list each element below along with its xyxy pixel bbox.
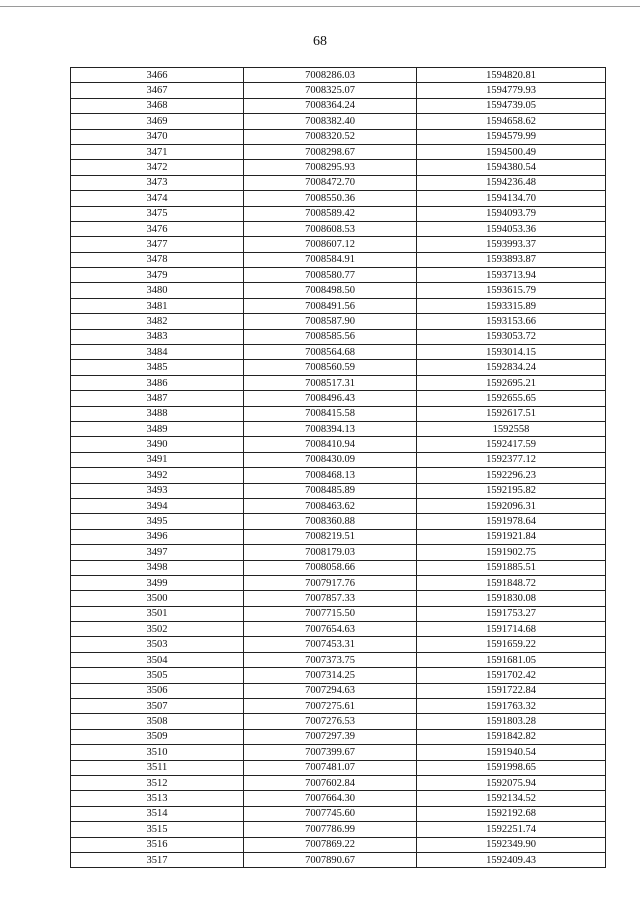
coordinates-table	[70, 67, 606, 868]
table-row	[71, 68, 606, 83]
point-number-cell: 3476	[71, 221, 244, 236]
y-coordinate-cell: 1592251.74	[417, 822, 606, 837]
y-coordinate-cell: 1591902.75	[417, 545, 606, 560]
point-number-cell: 3477	[71, 237, 244, 252]
top-rule	[0, 6, 640, 7]
point-number-cell: 3466	[71, 68, 244, 83]
table-row	[71, 806, 606, 821]
table-row	[71, 514, 606, 529]
x-coordinate-cell: 7008430.09	[244, 452, 417, 467]
x-coordinate-cell: 7007453.31	[244, 637, 417, 652]
y-coordinate-cell: 1591885.51	[417, 560, 606, 575]
point-number-cell: 3517	[71, 852, 244, 867]
table-row	[71, 637, 606, 652]
y-coordinate-cell: 1593153.66	[417, 314, 606, 329]
point-number-cell: 3469	[71, 114, 244, 129]
y-coordinate-cell: 1593993.37	[417, 237, 606, 252]
table-row	[71, 360, 606, 375]
point-number-cell: 3496	[71, 529, 244, 544]
table-row	[71, 498, 606, 513]
x-coordinate-cell: 7007786.99	[244, 822, 417, 837]
x-coordinate-cell: 7007314.25	[244, 668, 417, 683]
y-coordinate-cell: 1592349.90	[417, 837, 606, 852]
table-row	[71, 652, 606, 667]
point-number-cell: 3504	[71, 652, 244, 667]
y-coordinate-cell: 1592195.82	[417, 483, 606, 498]
table-row	[71, 421, 606, 436]
y-coordinate-cell: 1591659.22	[417, 637, 606, 652]
x-coordinate-cell: 7008360.88	[244, 514, 417, 529]
point-number-cell: 3494	[71, 498, 244, 513]
y-coordinate-cell: 1593893.87	[417, 252, 606, 267]
x-coordinate-cell: 7008410.94	[244, 437, 417, 452]
point-number-cell: 3490	[71, 437, 244, 452]
table-row	[71, 345, 606, 360]
table-row	[71, 298, 606, 313]
y-coordinate-cell: 1592096.31	[417, 498, 606, 513]
point-number-cell: 3470	[71, 129, 244, 144]
x-coordinate-cell: 7007869.22	[244, 837, 417, 852]
table-row	[71, 837, 606, 852]
table-row	[71, 114, 606, 129]
y-coordinate-cell: 1591921.84	[417, 529, 606, 544]
point-number-cell: 3478	[71, 252, 244, 267]
x-coordinate-cell: 7008496.43	[244, 391, 417, 406]
x-coordinate-cell: 7007294.63	[244, 683, 417, 698]
y-coordinate-cell: 1594053.36	[417, 221, 606, 236]
x-coordinate-cell: 7008179.03	[244, 545, 417, 560]
y-coordinate-cell: 1591978.64	[417, 514, 606, 529]
y-coordinate-cell: 1592695.21	[417, 375, 606, 390]
table-row	[71, 699, 606, 714]
coordinates-table-body	[71, 68, 606, 868]
y-coordinate-cell: 1594093.79	[417, 206, 606, 221]
point-number-cell: 3497	[71, 545, 244, 560]
x-coordinate-cell: 7007664.30	[244, 791, 417, 806]
point-number-cell: 3475	[71, 206, 244, 221]
table-row	[71, 560, 606, 575]
table-row	[71, 822, 606, 837]
table-row	[71, 452, 606, 467]
x-coordinate-cell: 7007857.33	[244, 591, 417, 606]
table-row	[71, 683, 606, 698]
x-coordinate-cell: 7007917.76	[244, 575, 417, 590]
point-number-cell: 3482	[71, 314, 244, 329]
table-row	[71, 391, 606, 406]
point-number-cell: 3500	[71, 591, 244, 606]
table-row	[71, 529, 606, 544]
y-coordinate-cell: 1593615.79	[417, 283, 606, 298]
point-number-cell: 3493	[71, 483, 244, 498]
x-coordinate-cell: 7008286.03	[244, 68, 417, 83]
page-number: 68	[313, 34, 327, 49]
y-coordinate-cell: 1591753.27	[417, 606, 606, 621]
table-row	[71, 545, 606, 560]
table-row	[71, 729, 606, 744]
point-number-cell: 3513	[71, 791, 244, 806]
point-number-cell: 3479	[71, 268, 244, 283]
point-number-cell: 3489	[71, 421, 244, 436]
table-row	[71, 791, 606, 806]
x-coordinate-cell: 7008580.77	[244, 268, 417, 283]
table-row	[71, 252, 606, 267]
y-coordinate-cell: 1593713.94	[417, 268, 606, 283]
x-coordinate-cell: 7008325.07	[244, 83, 417, 98]
y-coordinate-cell: 1593014.15	[417, 345, 606, 360]
point-number-cell: 3492	[71, 468, 244, 483]
table-row	[71, 221, 606, 236]
table-row	[71, 144, 606, 159]
x-coordinate-cell: 7008517.31	[244, 375, 417, 390]
point-number-cell: 3506	[71, 683, 244, 698]
y-coordinate-cell: 1594739.05	[417, 98, 606, 113]
table-row	[71, 268, 606, 283]
point-number-cell: 3480	[71, 283, 244, 298]
x-coordinate-cell: 7008364.24	[244, 98, 417, 113]
x-coordinate-cell: 7008589.42	[244, 206, 417, 221]
y-coordinate-cell: 1591830.08	[417, 591, 606, 606]
y-coordinate-cell: 1594579.99	[417, 129, 606, 144]
y-coordinate-cell: 1592192.68	[417, 806, 606, 821]
x-coordinate-cell: 7007715.50	[244, 606, 417, 621]
table-row	[71, 591, 606, 606]
point-number-cell: 3481	[71, 298, 244, 313]
y-coordinate-cell: 1594380.54	[417, 160, 606, 175]
y-coordinate-cell: 1594820.81	[417, 68, 606, 83]
table-row	[71, 375, 606, 390]
x-coordinate-cell: 7007276.53	[244, 714, 417, 729]
y-coordinate-cell: 1591681.05	[417, 652, 606, 667]
x-coordinate-cell: 7008468.13	[244, 468, 417, 483]
point-number-cell: 3505	[71, 668, 244, 683]
table-row	[71, 83, 606, 98]
point-number-cell: 3485	[71, 360, 244, 375]
x-coordinate-cell: 7008463.62	[244, 498, 417, 513]
point-number-cell: 3491	[71, 452, 244, 467]
y-coordinate-cell: 1594236.48	[417, 175, 606, 190]
x-coordinate-cell: 7008585.56	[244, 329, 417, 344]
point-number-cell: 3471	[71, 144, 244, 159]
x-coordinate-cell: 7007297.39	[244, 729, 417, 744]
table-row	[71, 206, 606, 221]
table-row	[71, 468, 606, 483]
x-coordinate-cell: 7007890.67	[244, 852, 417, 867]
x-coordinate-cell: 7008587.90	[244, 314, 417, 329]
x-coordinate-cell: 7008298.67	[244, 144, 417, 159]
table-row	[71, 237, 606, 252]
table-row	[71, 191, 606, 206]
y-coordinate-cell: 1592409.43	[417, 852, 606, 867]
point-number-cell: 3473	[71, 175, 244, 190]
point-number-cell: 3472	[71, 160, 244, 175]
table-row	[71, 283, 606, 298]
point-number-cell: 3509	[71, 729, 244, 744]
x-coordinate-cell: 7008320.52	[244, 129, 417, 144]
y-coordinate-cell: 1592075.94	[417, 775, 606, 790]
point-number-cell: 3511	[71, 760, 244, 775]
y-coordinate-cell: 1591763.32	[417, 699, 606, 714]
point-number-cell: 3474	[71, 191, 244, 206]
point-number-cell: 3512	[71, 775, 244, 790]
table-row	[71, 129, 606, 144]
point-number-cell: 3501	[71, 606, 244, 621]
x-coordinate-cell: 7008564.68	[244, 345, 417, 360]
table-row	[71, 852, 606, 867]
point-number-cell: 3467	[71, 83, 244, 98]
x-coordinate-cell: 7008485.89	[244, 483, 417, 498]
x-coordinate-cell: 7007745.60	[244, 806, 417, 821]
y-coordinate-cell: 1593315.89	[417, 298, 606, 313]
y-coordinate-cell: 1594500.49	[417, 144, 606, 159]
y-coordinate-cell: 1591722.84	[417, 683, 606, 698]
table-row	[71, 314, 606, 329]
point-number-cell: 3487	[71, 391, 244, 406]
x-coordinate-cell: 7008058.66	[244, 560, 417, 575]
point-number-cell: 3468	[71, 98, 244, 113]
table-row	[71, 406, 606, 421]
x-coordinate-cell: 7008498.50	[244, 283, 417, 298]
y-coordinate-cell: 1592134.52	[417, 791, 606, 806]
point-number-cell: 3495	[71, 514, 244, 529]
point-number-cell: 3484	[71, 345, 244, 360]
point-number-cell: 3486	[71, 375, 244, 390]
table-row	[71, 714, 606, 729]
table-row	[71, 775, 606, 790]
point-number-cell: 3510	[71, 745, 244, 760]
point-number-cell: 3507	[71, 699, 244, 714]
x-coordinate-cell: 7008560.59	[244, 360, 417, 375]
table-row	[71, 668, 606, 683]
point-number-cell: 3502	[71, 622, 244, 637]
x-coordinate-cell: 7007373.75	[244, 652, 417, 667]
table-row	[71, 160, 606, 175]
table-row	[71, 745, 606, 760]
y-coordinate-cell: 1591848.72	[417, 575, 606, 590]
x-coordinate-cell: 7008219.51	[244, 529, 417, 544]
table-row	[71, 606, 606, 621]
x-coordinate-cell: 7008607.12	[244, 237, 417, 252]
x-coordinate-cell: 7007275.61	[244, 699, 417, 714]
table-row	[71, 329, 606, 344]
table-row	[71, 175, 606, 190]
x-coordinate-cell: 7008608.53	[244, 221, 417, 236]
y-coordinate-cell: 1592655.65	[417, 391, 606, 406]
y-coordinate-cell: 1592417.59	[417, 437, 606, 452]
y-coordinate-cell: 1593053.72	[417, 329, 606, 344]
x-coordinate-cell: 7007481.07	[244, 760, 417, 775]
y-coordinate-cell: 1594134.70	[417, 191, 606, 206]
x-coordinate-cell: 7008295.93	[244, 160, 417, 175]
x-coordinate-cell: 7007399.67	[244, 745, 417, 760]
table-row	[71, 760, 606, 775]
x-coordinate-cell: 7007602.84	[244, 775, 417, 790]
x-coordinate-cell: 7008382.40	[244, 114, 417, 129]
y-coordinate-cell: 1594658.62	[417, 114, 606, 129]
y-coordinate-cell: 1592834.24	[417, 360, 606, 375]
y-coordinate-cell: 1591714.68	[417, 622, 606, 637]
point-number-cell: 3503	[71, 637, 244, 652]
point-number-cell: 3515	[71, 822, 244, 837]
y-coordinate-cell: 1592558	[417, 421, 606, 436]
x-coordinate-cell: 7007654.63	[244, 622, 417, 637]
x-coordinate-cell: 7008584.91	[244, 252, 417, 267]
x-coordinate-cell: 7008472.70	[244, 175, 417, 190]
point-number-cell: 3514	[71, 806, 244, 821]
point-number-cell: 3499	[71, 575, 244, 590]
point-number-cell: 3508	[71, 714, 244, 729]
table-row	[71, 575, 606, 590]
table-row	[71, 437, 606, 452]
x-coordinate-cell: 7008491.56	[244, 298, 417, 313]
y-coordinate-cell: 1592377.12	[417, 452, 606, 467]
y-coordinate-cell: 1592617.51	[417, 406, 606, 421]
y-coordinate-cell: 1594779.93	[417, 83, 606, 98]
point-number-cell: 3498	[71, 560, 244, 575]
table-row	[71, 483, 606, 498]
y-coordinate-cell: 1591998.65	[417, 760, 606, 775]
y-coordinate-cell: 1591940.54	[417, 745, 606, 760]
x-coordinate-cell: 7008550.36	[244, 191, 417, 206]
table-row	[71, 98, 606, 113]
y-coordinate-cell: 1591842.82	[417, 729, 606, 744]
x-coordinate-cell: 7008415.58	[244, 406, 417, 421]
x-coordinate-cell: 7008394.13	[244, 421, 417, 436]
y-coordinate-cell: 1591702.42	[417, 668, 606, 683]
y-coordinate-cell: 1591803.28	[417, 714, 606, 729]
point-number-cell: 3516	[71, 837, 244, 852]
y-coordinate-cell: 1592296.23	[417, 468, 606, 483]
table-row	[71, 622, 606, 637]
point-number-cell: 3483	[71, 329, 244, 344]
point-number-cell: 3488	[71, 406, 244, 421]
